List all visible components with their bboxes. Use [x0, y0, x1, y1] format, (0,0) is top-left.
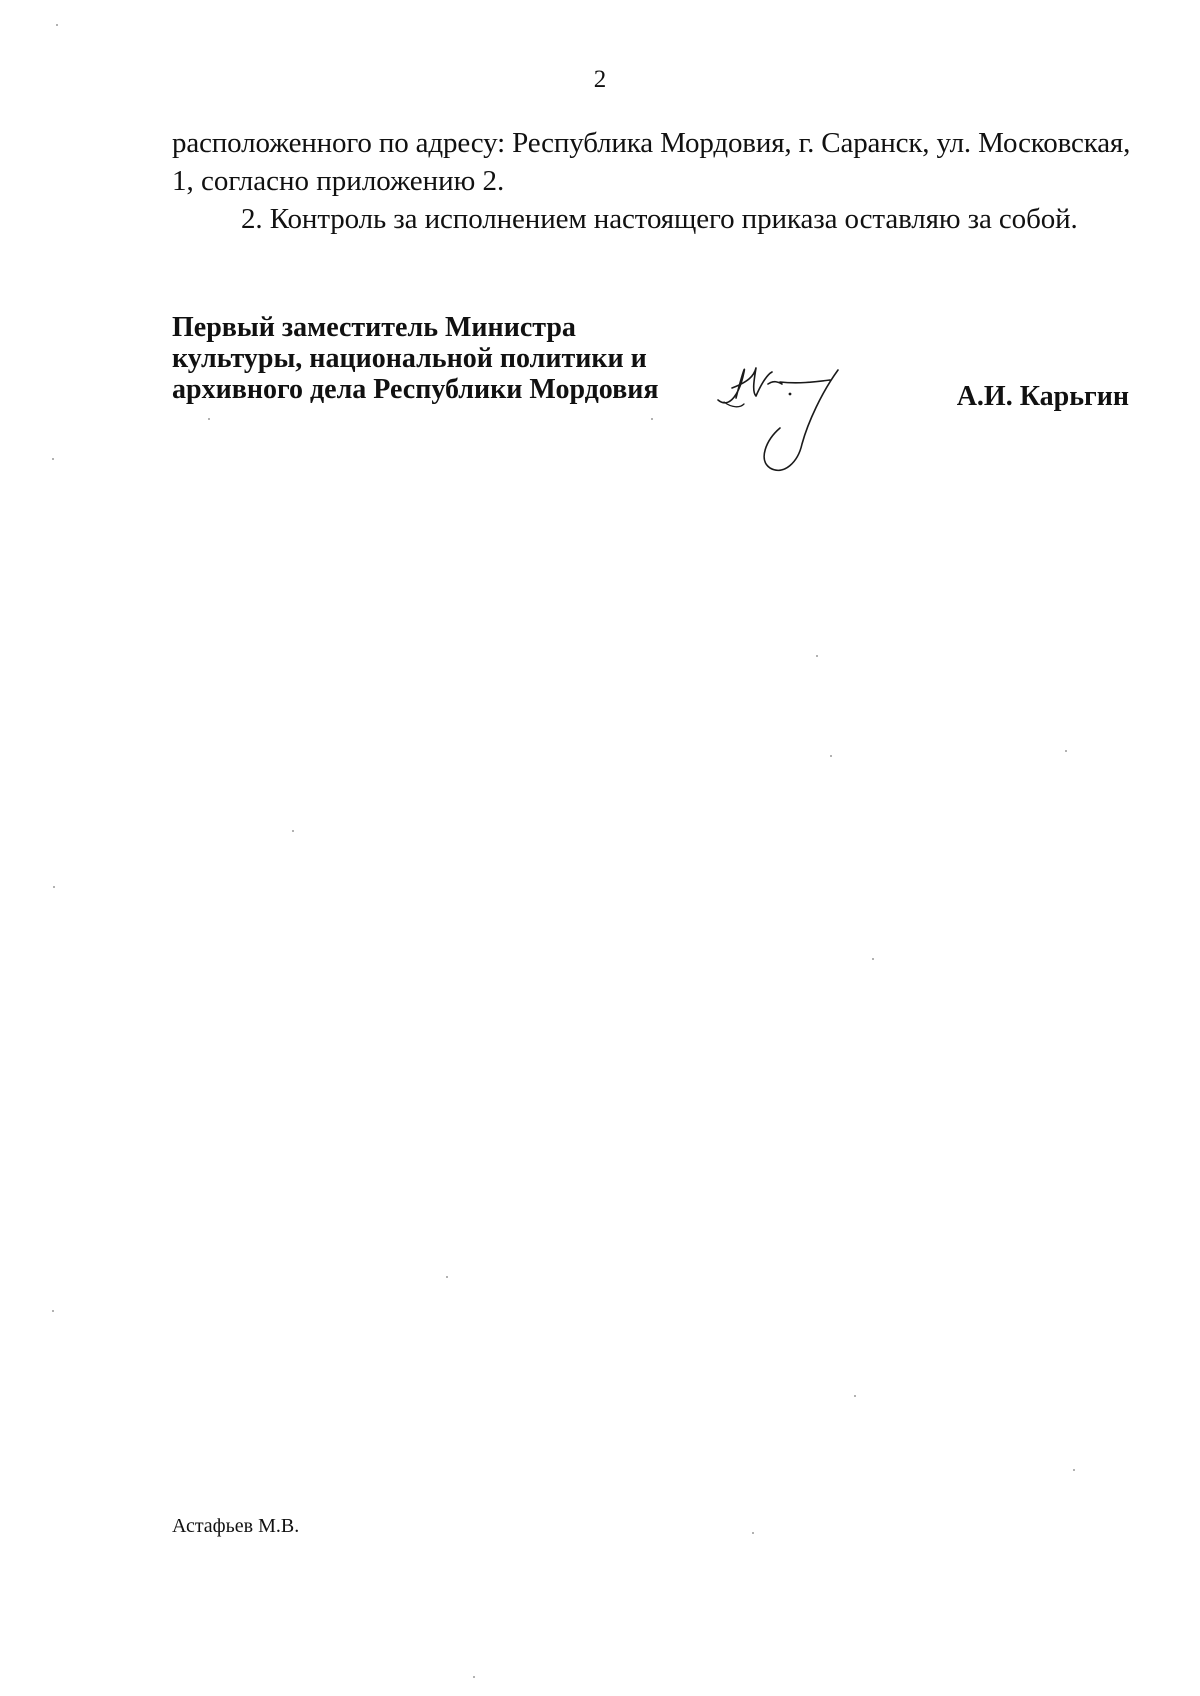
scan-speck — [872, 958, 874, 960]
scan-speck — [651, 418, 653, 420]
paragraph-line-1: расположенного по адресу: Республика Мордовия, г. Саранск, ул. Московская, — [172, 127, 1131, 159]
position-line-3: архивного дела Республики Мордовия — [172, 374, 659, 405]
scan-speck — [1073, 1469, 1075, 1471]
scan-speck — [53, 886, 55, 888]
scan-speck — [1065, 750, 1067, 752]
paragraph-line-2: 1, согласно приложению 2. — [172, 165, 505, 197]
paragraph-line-3: 2. Контроль за исполнением настоящего приказа оставляю за собой. — [241, 203, 1078, 235]
page-number: 2 — [593, 66, 607, 93]
scan-speck — [854, 1395, 856, 1397]
scan-speck — [292, 830, 294, 832]
scan-speck — [816, 655, 818, 657]
scan-speck — [830, 755, 832, 757]
scan-speck — [446, 1276, 448, 1278]
position-line-2: культуры, национальной политики и — [172, 343, 647, 374]
scan-speck — [56, 24, 58, 26]
scan-speck — [52, 458, 54, 460]
signatory-position — [172, 312, 659, 405]
scan-speck — [208, 418, 210, 420]
signatory-name: А.И. Карьгин — [956, 381, 1129, 412]
position-line-1: Первый заместитель Министра — [172, 312, 576, 343]
scan-speck — [752, 1532, 754, 1534]
handwritten-signature — [710, 352, 870, 472]
executor-name: Астафьев М.В. — [172, 1515, 300, 1537]
scan-speck — [473, 1676, 475, 1678]
scan-speck — [52, 1310, 54, 1312]
